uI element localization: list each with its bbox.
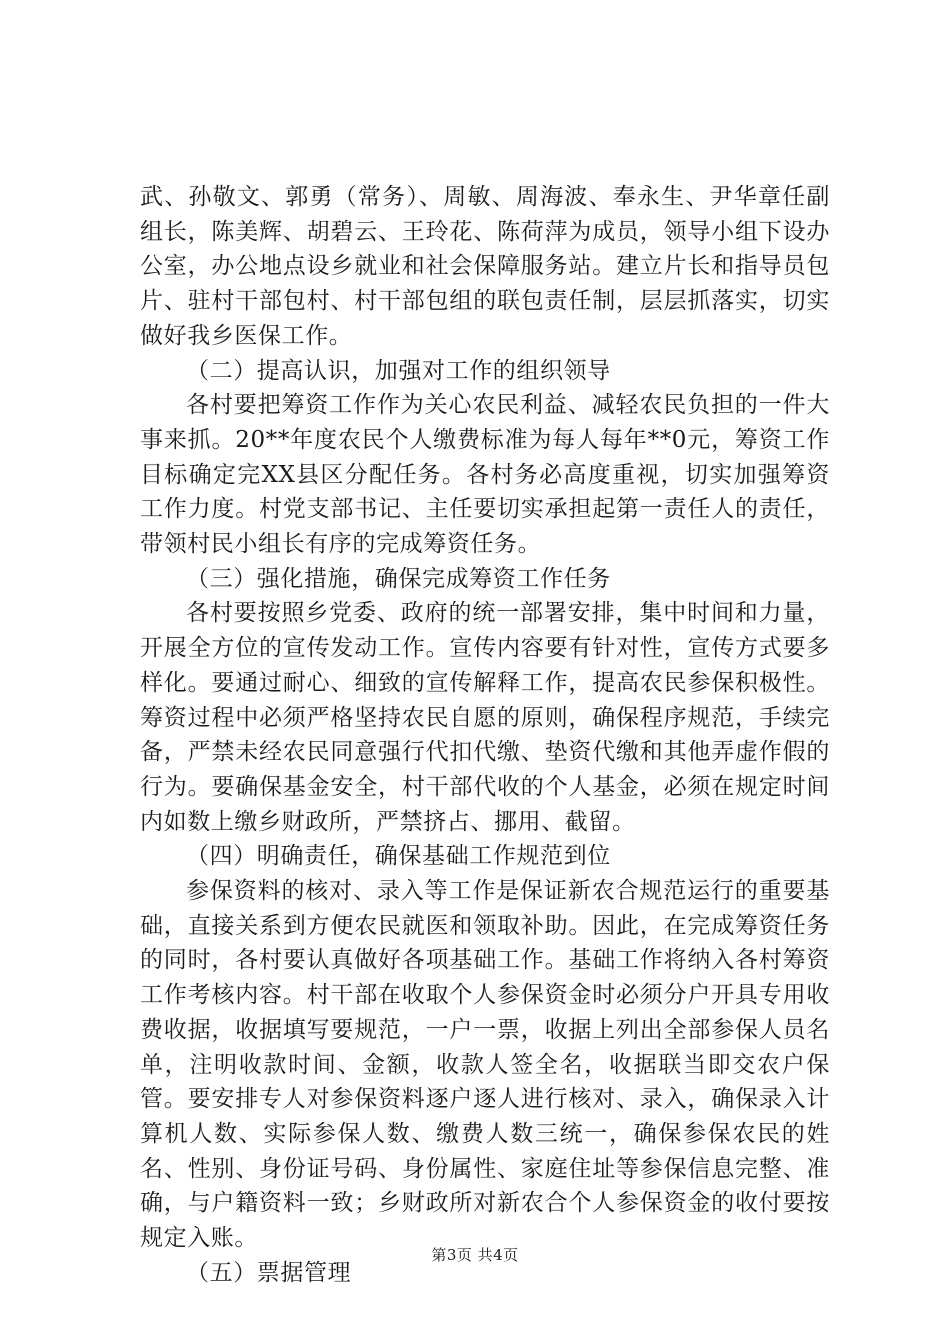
section-heading-2: （二）提高认识，加强对工作的组织领导	[186, 357, 611, 384]
paragraph-publicity-measures: 各村要按照乡党委、政府的统一部署安排，集中时间和力量，开展全方位的宣传发动工作。宣传内容要有针对性，宣传方式要多样化。要通过耐心、细致的宣传解释工作，提高农民参保积极性。筹资过程中必须严格坚持农民自愿的原则，确保程序规范，手续完备，严禁未经农民同意强行代扣代缴、垫资代缴和其他弄虚作假的行为。要确保基金安全，村干部代收的个人基金，必须在规定时间内如数上缴乡财政所，严禁挤占、挪用、截留。	[140, 600, 830, 835]
page-number-footer: 第3页 共4页	[431, 1246, 519, 1264]
document-body	[140, 180, 830, 1291]
paragraph-leadership-members: 武、孙敬文、郭勇（常务）、周敏、周海波、奉永生、尹华章任副组长，陈美辉、胡碧云、王玲花、陈荷萍为成员，领导小组下设办公室，办公地点设乡就业和社会保障服务站。建立片长和指导员包片、驻村干部包村、村干部包组的联包责任制，层层抓落实，切实做好我乡医保工作。	[140, 184, 830, 349]
paragraph-basic-work: 参保资料的核对、录入等工作是保证新农合规范运行的重要基础，直接关系到方便农民就医和领取补助。因此，在完成筹资任务的同时，各村要认真做好各项基础工作。基础工作将纳入各村筹资工作考核内容。村干部在收取个人参保资金时必须分户开具专用收费收据，收据填写要规范，一户一票，收据上列出全部参保人员名单，注明收款时间、金额，收款人签全名，收据联当即交农户保管。要安排专人对参保资料逐户逐人进行核对、录入，确保录入计算机人数、实际参保人数、缴费人数三统一，确保参保农民的姓名、性别、身份证号码、身份属性、家庭住址等参保信息完整、准确，与户籍资料一致；乡财政所对新农合个人参保资金的收付要按规定入账。	[140, 878, 830, 1252]
section-heading-4: （四）明确责任，确保基础工作规范到位	[186, 843, 611, 870]
section-heading-5: （五）票据管理	[186, 1259, 352, 1286]
section-heading-3: （三）强化措施，确保完成筹资工作任务	[186, 565, 611, 592]
paragraph-fundraising-importance: 各村要把筹资工作作为关心农民利益、减轻农民负担的一件大事来抓。20**年度农民个人缴费标准为每人每年**0元，筹资工作目标确定完XX县区分配任务。各村务必高度重视，切实加强筹资工作力度。村党支部书记、主任要切实承担起第一责任人的责任，带领村民小组长有序的完成筹资任务。	[140, 392, 830, 558]
